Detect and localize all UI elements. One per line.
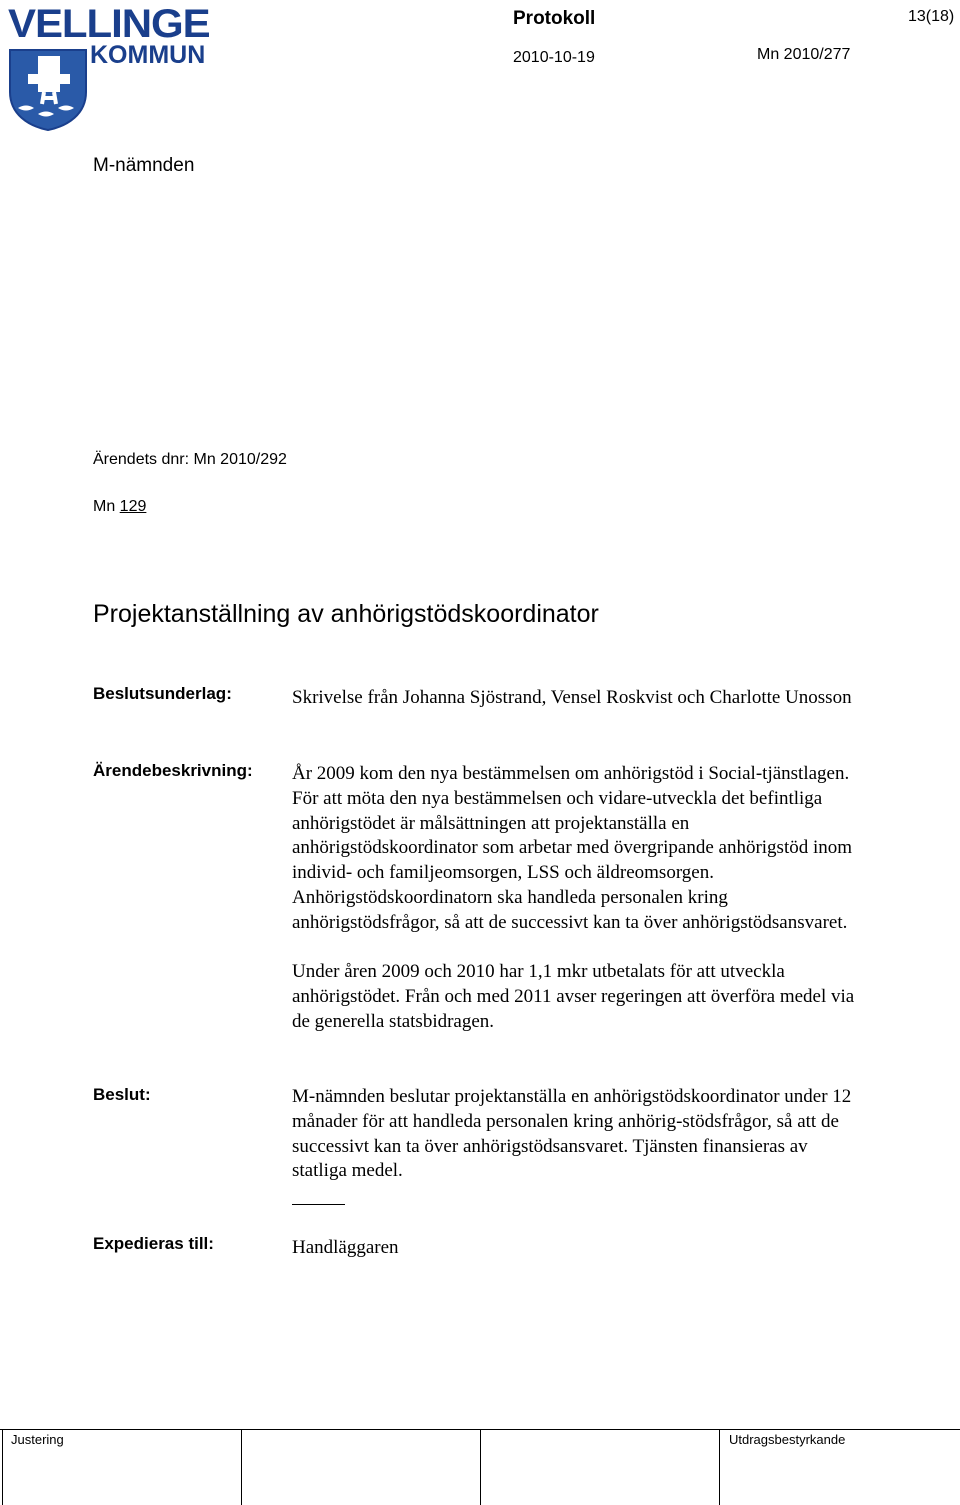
justering-label: Justering: [11, 1432, 64, 1447]
footer-col-divider: [241, 1430, 242, 1505]
meeting-date: 2010-10-19: [513, 49, 595, 66]
expedieras-text: Handläggaren: [292, 1237, 399, 1258]
case-dnr: Ärendets dnr: Mn 2010/292: [93, 451, 287, 468]
paragraph-digits: 129: [119, 498, 147, 515]
paragraph-number: [93, 498, 146, 516]
logo-wordmark-line2: KOMMUN: [90, 41, 206, 69]
expedieras-label: Expedieras till:: [93, 1234, 214, 1253]
footer-col-divider: [480, 1430, 481, 1505]
arendebeskrivning-paragraph-2: Under åren 2009 och 2010 har 1,1 mkr utbetalats för att utveckla anhörigstödet. Från och med 2011 avser regeringen att överföra medel via de generella statsbidragen.: [292, 961, 855, 1032]
logo-wordmark-line1: VELLINGE: [8, 2, 210, 46]
page-counter: 13(18): [908, 8, 955, 25]
beslut-text: M-nämnden beslutar projektanställa en anhörigstödskoordinator under 12 månader för att handleda personalen kring anhörig-stödsfrågor, så att de successivt kan ta över anhörigstödsansvaret. Tjänsten finansieras av statliga medel.: [292, 1086, 852, 1182]
vellinge-kommun-logo: [8, 4, 213, 130]
document-type: Protokoll: [513, 8, 596, 29]
committee-name: M-nämnden: [93, 155, 195, 176]
paragraph-prefix: Mn: [93, 498, 120, 515]
protocol-number: Mn 2010/277: [757, 46, 851, 63]
arendebeskrivning-paragraph-1: År 2009 kom den nya bestämmelsen om anhörigstöd i Social-tjänstlagen. För att möta den nya bestämmelsen och vidare-utveckla det befintliga anhörigstödet är målsättningen att projektanställa en anhörigstödskoordinator som arbetar med övergripande anhörigstöd inom individ- och familjeomsorgen, LSS och äldreomsorgen. Anhörigstödskoordinatorn ska handleda personalen kring anhörigstödsfrågor, så att de successivt kan ta över anhörigstödsansvaret.: [292, 763, 853, 933]
arendebeskrivning-label: Ärendebeskrivning:: [93, 761, 253, 780]
page-title: Projektanställning av anhörigstödskoordinator: [93, 600, 599, 628]
beslut-label: Beslut:: [93, 1085, 151, 1104]
beslutsunderlag-label: Beslutsunderlag:: [93, 684, 232, 703]
coat-of-arms-icon: [8, 48, 90, 132]
utdragsbestyrkande-label: Utdragsbestyrkande: [729, 1432, 846, 1447]
footer-col-divider: [719, 1430, 720, 1505]
arendebeskrivning-text: [292, 762, 867, 1035]
signature-footer: [0, 1429, 960, 1505]
footer-col-divider: [2, 1430, 3, 1505]
separator-line: [292, 1204, 345, 1205]
beslutsunderlag-text: Skrivelse från Johanna Sjöstrand, Vensel Roskvist och Charlotte Unosson: [292, 687, 852, 708]
